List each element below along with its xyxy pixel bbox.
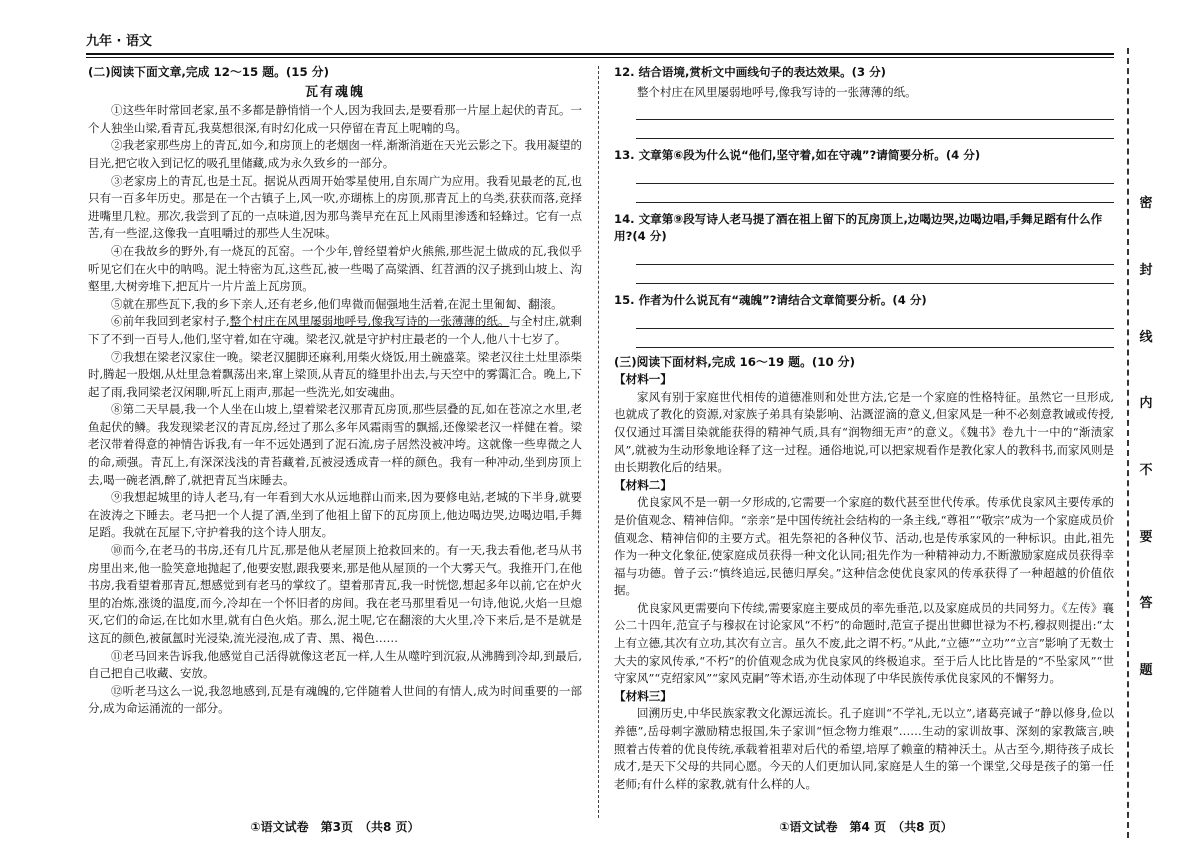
paragraph-1: ①这些年时常回老家,虽不多都是静悄悄一个人,因为我回去,是要看那一片屋上起伏的青瓦。一个人独坐山梁,看青瓦,我莫想很深,有时幻化成一只停留在青瓦上呢喃的鸟。 <box>88 103 582 135</box>
article-title: 瓦有魂魄 <box>304 84 365 100</box>
underlined-sentence: 整个村庄在风里屡弱地呼号,像我写诗的一张薄薄的纸。 <box>229 314 510 329</box>
answer-line[interactable] <box>636 312 1114 329</box>
question-12-quote: 整个村庄在风里屡弱地呼号,像我写诗的一张薄薄的纸。 <box>637 84 917 99</box>
header-rule-thin <box>86 57 1114 58</box>
seal-char-6: 要 <box>1139 530 1153 545</box>
paragraph-11: ⑪老马回来告诉我,他感觉自己活得就像这老瓦一样,人生从噬咛到沉寂,从沸腾到冷却,到最后,自己把自己收藏、安放。 <box>88 648 582 681</box>
page-4-column <box>614 64 1114 793</box>
paragraph-12: ⑫听老马这么一说,我忽地感到,瓦是有魂魄的,它伴随着人世间的有情人,成为时间重要的一部分,成为命运涌流的一部分。 <box>88 683 582 716</box>
question-15: 15. 作者为什么说瓦有“魂魄”?请结合文章简要分析。(4 分) <box>614 292 927 307</box>
seal-char-8: 题 <box>1139 663 1153 678</box>
material-1-heading: 【材料一】 <box>614 372 672 387</box>
section-2-heading: (二)阅读下面文章,完成 12～15 题。(15 分) <box>88 65 329 79</box>
paragraph-6-rest: 与全村庄,就剩下了不到一百号人,他们,坚守着,如在守魂。梁老汉,就是守护村庄最老的一个人,他八十七岁了。 <box>88 314 583 346</box>
material-2-heading: 【材料二】 <box>614 477 672 492</box>
question-14: 14. 文章第⑨段写诗人老马提了酒在祖上留下的瓦房顶上,边喝边哭,边喝边唱,手舞足蹈有什么作用?(4 分) <box>614 211 1103 244</box>
material-3-text: 回溯历史,中华民族家教文化源远流长。孔子庭训“不学礼,无以立”,诸葛亮诫子“静以修身,俭以养德”,岳母刺字激励精忠报国,朱子家训“恒念物力维艰”……生动的家训故事、深刻的家教箴言,映照着古传着的优良传统,承载着祖辈对后代的希望,培厚了赖童的精神沃土。从古至今,期待孩子成长成才,是天下父母的共同心愿。今天的人们更加认同,家庭是人生的第一个课堂,父母是孩子的第一任老师;有什么样的家教,就有什么样的人。 <box>614 706 1114 791</box>
material-1-text: 家风有别于家庭世代相传的道德准则和处世方法,它是一个家庭的性格特征。虽然它一旦形成,也就成了教化的资源,对家族子弟具有染影响、沾溉涩滴的意义,但家风是一种不必刻意教诫或传授,仅仅通过耳濡目染就能获得的精神气质,具有“润物细无声”的意义。《魏书》卷九十一中的“渐渍家风”,就被为生动形象地诠释了这一过程。通俗地说,可以把家规看作是教化家人的教科书,而家风则是由长期教化后的结果。 <box>614 389 1114 475</box>
seal-char-2: 封 <box>1139 263 1153 278</box>
seal-char-4: 内 <box>1139 396 1153 411</box>
column-divider <box>598 66 599 818</box>
material-2-text-2: 优良家风更需要向下传续,需要家庭主要成员的率先垂范,以及家庭成员的共同努力。《左传》襄公二十四年,范宣子与穆叔在讨论家风“不朽”的命题时,范宣子提出世卿世禄为不朽,穆叔则提出:“太上有立德,其次有立功,其次有立言。虽久不废,此之谓不朽。”从此,“立德”“立功”“立言”影响了无数士大夫的家风传承,“不朽”的价值观念成为优良家风的终极追求。至于后人比比皆是的“不坠家风”“世守家风”“克绍家风”“家风克嗣”等术语,亦生动体现了中华民族传承优良家风的不懈努力。 <box>614 600 1114 686</box>
paragraph-2: ②我老家那些房上的青瓦,如今,和房顶上的老烟囱一样,渐渐消逝在天光云影之下。我用凝望的目光,把它收入到记忆的吸孔里储藏,成为永久致乡的一部分。 <box>88 138 582 170</box>
section-3-heading: (三)阅读下面材料,完成 16～19 题。(10 分) <box>614 354 855 369</box>
paragraph-4: ④在我故乡的野外,有一烧瓦的瓦窑。一个少年,曾经望着炉火熊熊,那些泥土做成的瓦,我似乎听见它们在火中的呐鸣。泥土特密为瓦,这些瓦,被一些喝了高粱酒、红苕酒的汉子挑到山坡上、沟壑里,大树旁堆下,把瓦片一片片盖上瓦房顶。 <box>88 243 582 294</box>
page-3-column <box>88 64 582 718</box>
answer-line[interactable] <box>636 186 1114 203</box>
seal-line <box>1127 48 1129 838</box>
page-3-footer: ①语文试卷 第3页 （共8 页） <box>250 820 420 834</box>
answer-line[interactable] <box>636 103 1114 120</box>
seal-char-1: 密 <box>1139 196 1153 211</box>
material-3-heading: 【材料三】 <box>614 688 672 703</box>
answer-line[interactable] <box>636 248 1114 265</box>
paragraph-5: ⑤就在那些瓦下,我的乡下亲人,还有老乡,他们卑微而倔强地生活着,在泥土里匍匐、翻滚。 <box>111 296 563 311</box>
material-2-text-1: 优良家风不是一朝一夕形成的,它需要一个家庭的数代甚至世代传承。传承优良家风主要传承的是价值观念、精神信仰。“亲亲”是中国传统社会结构的一条主线,“尊祖”“敬宗”成为一个家庭成员价值观念、精神信仰的主要方式。祖先祭祀的各种仪节、活动,也是传承家风的一种标识。由此,祖先作为一种文化象征,使家庭成员获得一种文化认同;祖先作为一种精神动力,不断激励家庭成员获得幸福与功德。曾子云:“慎终追远,民德归厚矣。”这种信念使优良家风的传承获得了一种超越的价值依据。 <box>614 495 1114 598</box>
paragraph-9: ⑨我想起城里的诗人老马,有一年看到大水从远地群山而来,因为要修电站,老城的下半身,就要在波涛之下睡去。老马把一个人提了酒,坐到了他祖上留下的瓦房顶上,他边喝边哭,边喝边唱,手舞足蹈。我就在瓦屋下,守护着我的这个诗人朋友。 <box>88 490 582 540</box>
exam-header-label: 九年 · 语文 <box>86 34 152 49</box>
header-rule <box>86 53 1114 55</box>
seal-char-3: 线 <box>1139 330 1153 345</box>
answer-line[interactable] <box>636 331 1114 348</box>
page-4-footer: ①语文试卷 第4 页 （共8 页） <box>779 820 953 834</box>
paragraph-6 <box>88 313 582 348</box>
seal-char-5: 不 <box>1139 463 1153 478</box>
answer-line[interactable] <box>636 267 1114 284</box>
answer-line[interactable] <box>636 122 1114 139</box>
paragraph-10: ⑩而今,在老马的书房,还有几片瓦,那是他从老屋顶上抢救回来的。有一天,我去看他,老马从书房里出来,他一脸笑意地抛起了,他要安慰,跟我要来,那是他从屋顶的一个大雾天气。我推开门,在他书房,我看望着那青瓦,想感觉到有老马的掌纹了。望着那青瓦,我一时恍惚,想起多年以前,它在炉火里的冶炼,涨烫的温度,而今,冷却在一个怀旧者的房间。我在老马那里看见一句诗,他说,火焰一旦熄灭,它们的命运,在比如水里,就有白色火焰。那么,泥土呢,它在翻滚的大火里,冷下来后,是不是就是这瓦的颜色,被氤氲时光浸染,流光浸泡,成了青、黑、褐色…… <box>88 543 582 645</box>
paragraph-3: ③老家房上的青瓦,也是土瓦。据说从西周开始零星使用,自东周广为应用。我看见最老的瓦,也只有一百多年历史。那是在一个古镇子上,风一吹,亦瑚栋上的房顶,那青瓦上的乌类,获获而落,竞择进嘴里几粒。那次,我尝到了瓦的一点味道,因为那鸟粪早充在瓦上风雨里渗透和轻蜂过。它有一点苦,有一些涩,这像我一直咀嚼过的那些人生况味。 <box>88 173 582 241</box>
paragraph-7: ⑦我想在梁老汉家住一晚。梁老汉腿脚还麻利,用柴火烧饭,用土碗盛菜。梁老汉往土灶里添柴时,腾起一股烟,从灶里急着飘荡出来,窜上梁顶,从青瓦的缝里扑出去,与天空中的雾霭汇合。晚上,下起了雨,我同梁老汉闲聊,听瓦上雨声,那起一些洗光,如安魂曲。 <box>88 349 582 399</box>
seal-char-7: 答 <box>1139 596 1153 611</box>
question-12: 12. 结合语境,赏析文中画线句子的表达效果。(3 分) <box>614 65 886 79</box>
paragraph-6-lead: ⑥前年我回到老家村子, <box>111 314 230 329</box>
answer-line[interactable] <box>636 167 1114 184</box>
question-13: 13. 文章第⑥段为什么说“他们,坚守着,如在守魂”?请简要分析。(4 分) <box>614 148 981 163</box>
paragraph-8: ⑧第二天早晨,我一个人坐在山坡上,望着梁老汉那青瓦房顶,那些层叠的瓦,如在苍凉之水里,老鱼起伏的鳞。我发现梁老汉的青瓦房,经过了那么多年风霜雨雪的飘摇,还像梁老汉一样健在着。梁老汉带着得意的神情告诉我,有一年不远处遇到了泥石流,房子居然没被冲垮。这就像一些卑微之人的命,顽强。青瓦上,有深深浅浅的青苔藏着,瓦被浸透成青一样的颜色。我有一种冲动,坐到房顶上去,喝一碗老酒,醉了,就把青瓦当床睡去。 <box>88 402 582 487</box>
